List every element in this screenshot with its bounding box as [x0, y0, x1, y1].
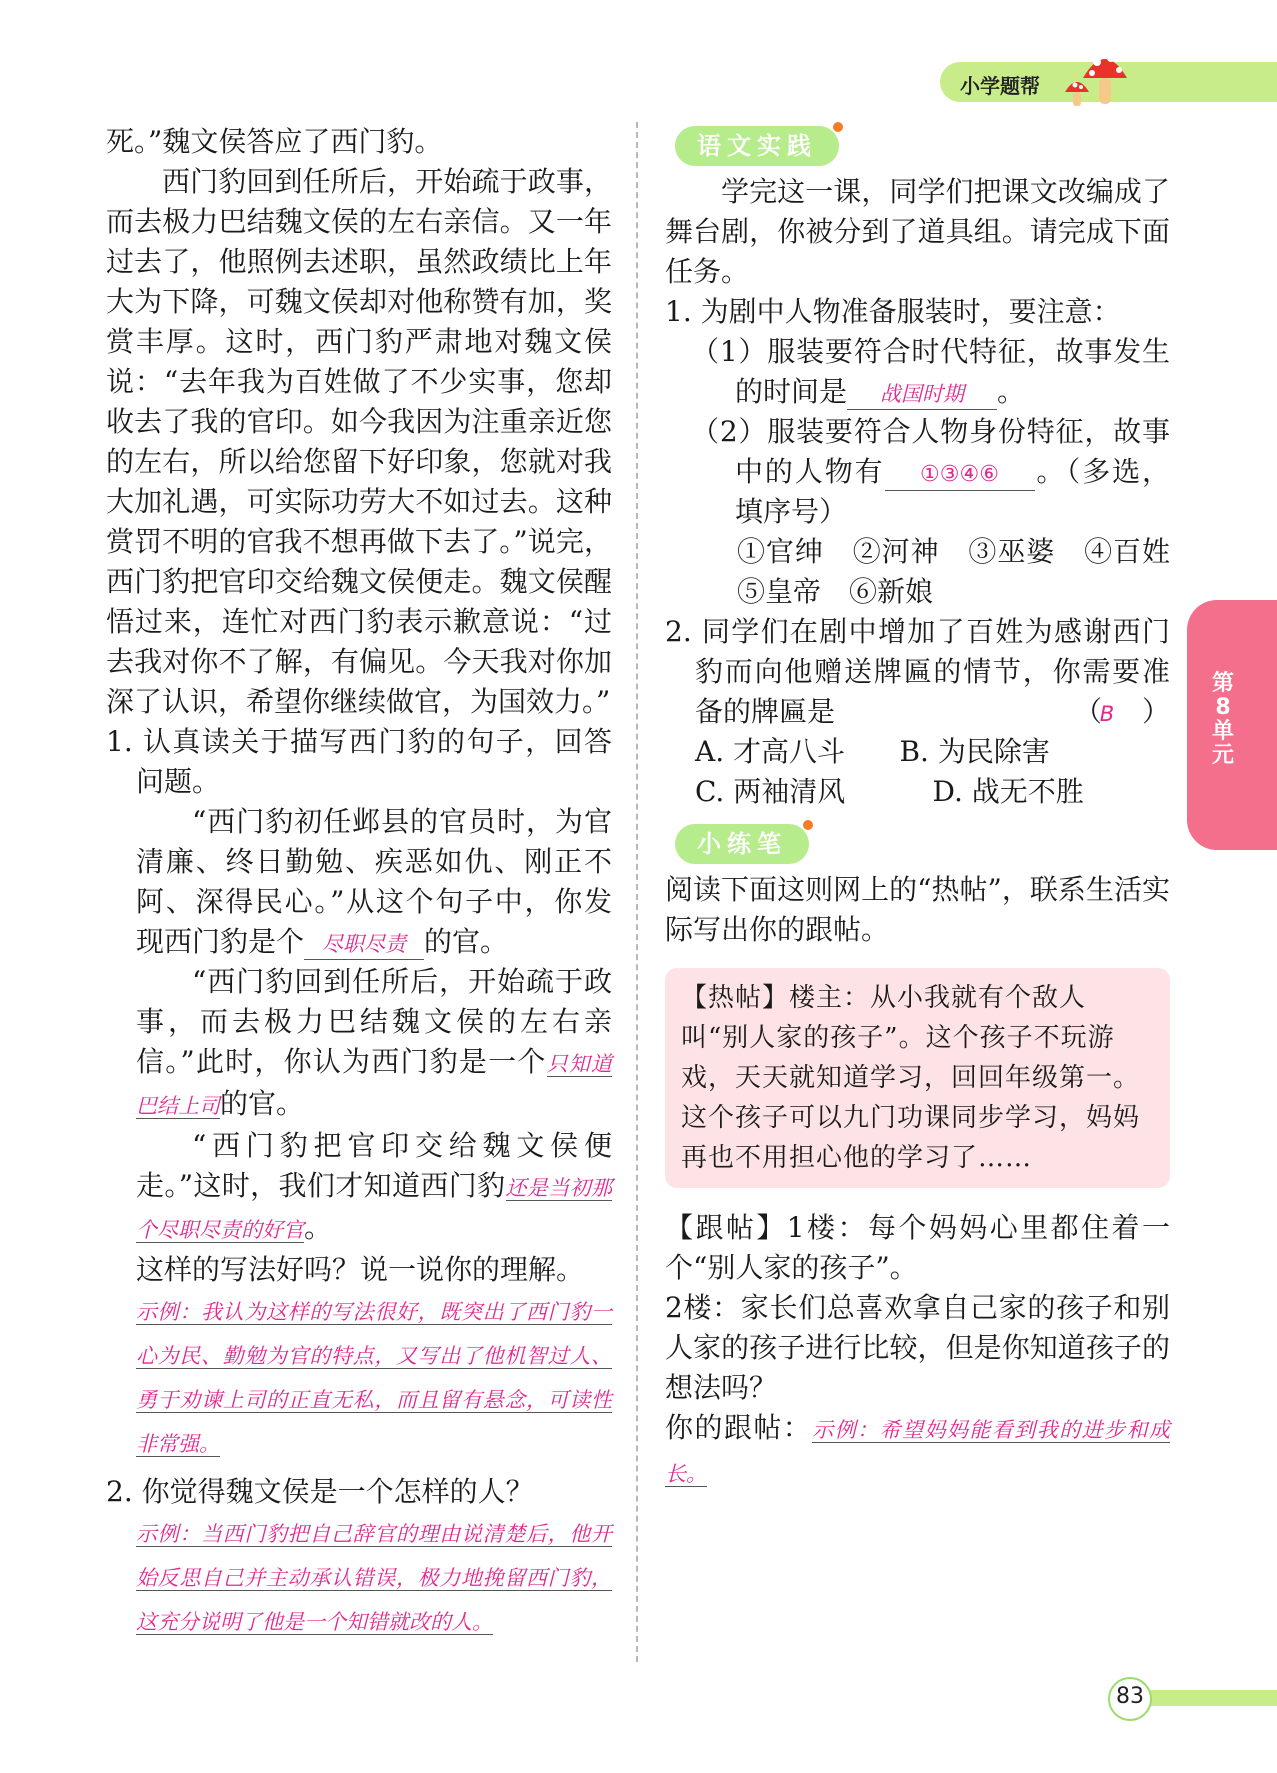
page-number-bar	[1130, 1690, 1277, 1706]
question-1b: “西门豹回到任所后，开始疏于政事，而去极力巴结魏文侯的左右亲信。”此时，你认为西门豹是一个只知道巴结上司的官。	[136, 965, 612, 1120]
reply-1: 【跟帖】1楼：每个妈妈心里都住着一个“别人家的孩子”。	[665, 1211, 1170, 1284]
question-2-stem: 2. 你觉得魏文侯是一个怎样的人？	[106, 1475, 534, 1508]
answer-1d[interactable]: 示例：我认为这样的写法很好，既突出了西门豹一心为民、勤勉为官的特点，又写出了他机智过人、勇于劝谏上司的正直无私，而且留有悬念，可读性非常强。	[136, 1300, 612, 1456]
reply-2: 2楼：家长们总喜欢拿自己家的孩子和别人家的孩子进行比较，但是你知道孩子的想法吗？	[665, 1291, 1170, 1404]
writing-intro: 阅读下面这则网上的“热帖”，联系生活实际写出你的跟帖。	[665, 873, 1170, 946]
question-1c: “西门豹把官印交给魏文侯便走。”这时，我们才知道西门豹还是当初那个尽职尽责的好官。	[136, 1129, 612, 1244]
hot-post-box: 【热帖】楼主：从小我就有个敌人叫“别人家的孩子”。这个孩子不玩游戏，天天就知道学习，回回年级第一。这个孩子可以九门功课同步学习，妈妈再也不用担心他的学习了……	[665, 968, 1170, 1188]
question-1a: “西门豹初任邺县的官员时，为官清廉、终日勤勉、疾恶如仇、刚正不阿、深得民心。”从这个句子中，你发现西门豹是个 尽职尽责 的官。	[136, 805, 612, 958]
practice-q1b-options: ①官绅 ②河神 ③巫婆 ④百姓 ⑤皇帝 ⑥新娘	[737, 535, 1199, 608]
section-tag-practice: 语文实践	[675, 126, 839, 166]
question-1-stem: 1. 认真读关于描写西门豹的句子，回答问题。	[106, 725, 612, 798]
practice-q1b: （2）服装要符合人物身份特征，故事中的人物有 ①③④⑥ 。（多选，填序号）	[691, 415, 1170, 528]
answer-2[interactable]: 示例：当西门豹把自己辞官的理由说清楚后，他开始反思自己并主动承认错误，极力地挽留西门豹，这充分说明了他是一个知错就改的人。	[136, 1522, 612, 1634]
answer-blank-1c[interactable]: 还是当初那个尽职尽责的好官	[136, 1176, 612, 1242]
left-column	[106, 122, 612, 1644]
answer-blank-q1a[interactable]: 战国时期	[847, 379, 997, 410]
mushroom-icon	[1065, 40, 1145, 110]
choice-row	[665, 732, 1104, 772]
choice-d[interactable]: D. 战无不胜	[932, 775, 1084, 808]
choice-b[interactable]: B. 为民除害	[899, 735, 1050, 768]
answer-blank-1b[interactable]: 只知道巴结上司	[136, 1052, 612, 1118]
answer-choice-q2[interactable]: B	[1099, 702, 1115, 726]
practice-q1-stem: 1. 为剧中人物准备服装时，要注意：	[665, 295, 1121, 328]
question-1d: 这样的写法好吗？说一说你的理解。	[136, 1253, 585, 1286]
story-paragraph: 西门豹回到任所后，开始疏于政事，而去极力巴结魏文侯的左右亲信。又一年过去了，他照例去述职，虽然政绩比上年大为下降，可魏文侯却对他称赞有加，奖赏丰厚。这时，西门豹严肃地对魏文侯说：“去年我为百姓做了不少实事，您却收去了我的官印。如今我因为注重亲近您的左右，所以给您留下好印象，您就对我大加礼遇，可实际功劳大不如过去。这种赏罚不明的官我不想再做下去了。”说完，西门豹把官印交给魏文侯便走。魏文侯醒悟过来，连忙对西门豹表示歉意说：“过去我对你不了解，有偏见。今天我对你加深了认识，希望你继续做官，为国效力。”	[106, 165, 612, 718]
choice-c[interactable]: C. 两袖清风	[695, 775, 846, 808]
brand-label: 小学题帮	[960, 74, 1040, 98]
page-number: 83	[1116, 1684, 1144, 1709]
practice-q1a: （1）服装要符合时代特征，故事发生的时间是 战国时期 。	[691, 335, 1170, 408]
story-line: 死。”魏文侯答应了西门豹。	[106, 125, 443, 158]
answer-blank-q1b[interactable]: ①③④⑥	[885, 460, 1035, 491]
practice-intro: 学完这一课，同学们把课文改编成了舞台剧，你被分到了道具组。请完成下面任务。	[665, 175, 1170, 288]
practice-q2: 2. 同学们在剧中增加了百姓为感谢西门豹而向他赠送牌匾的情节，你需要准备的牌匾是 （B ）	[665, 612, 1170, 732]
section-tag-writing: 小练笔	[675, 824, 809, 864]
your-reply: 你的跟帖：示例：希望妈妈能看到我的进步和成长。	[665, 1411, 1170, 1486]
right-column	[665, 122, 1199, 1496]
choice-a[interactable]: A. 才高八斗	[695, 735, 846, 768]
answer-blank-1a[interactable]: 尽职尽责	[304, 929, 424, 960]
column-divider	[636, 122, 638, 1662]
unit-label: 第8单元	[1211, 671, 1234, 768]
answer-your-reply[interactable]: 示例：希望妈妈能看到我的进步和成长。	[665, 1418, 1170, 1486]
choice-row	[665, 772, 1170, 812]
